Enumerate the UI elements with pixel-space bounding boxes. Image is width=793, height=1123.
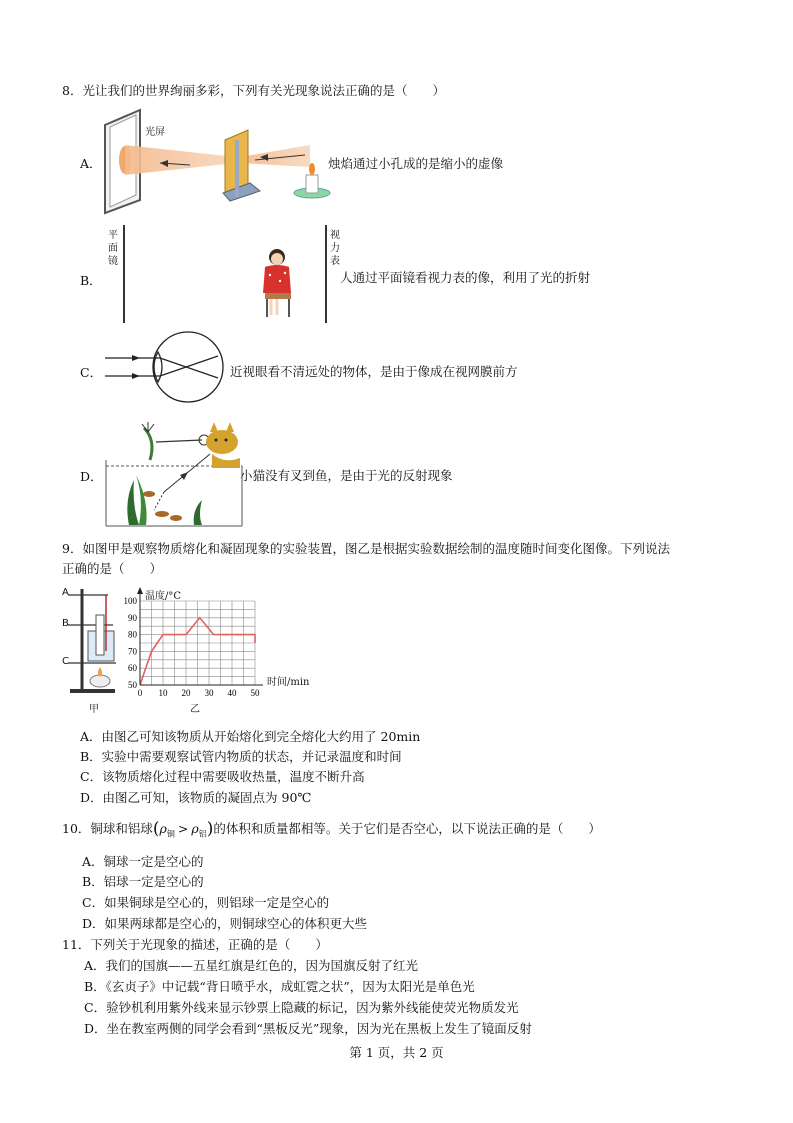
- q8-mirror-label-1: 平: [108, 230, 118, 241]
- q8-option-a-letter: A．: [80, 156, 102, 171]
- q8-mirror-label-2: 面: [108, 243, 118, 254]
- y-tick-label: 70: [128, 646, 137, 657]
- apparatus-label-a: A: [62, 587, 69, 598]
- eye-chart-line: [322, 225, 330, 325]
- y-tick-label: 90: [128, 612, 137, 623]
- q10-option-c: C．如果铜球是空心的，则铝球一定是空心的: [82, 895, 330, 910]
- q10-stem-post: 的体积和质量都相等。关于它们是否空心，以下说法正确的是（ ）: [213, 821, 601, 836]
- q10-formula: (: [152, 819, 160, 839]
- q8-option-c-letter: C．: [80, 365, 103, 380]
- q9-option-d: D．由图乙可知，该物质的凝固点为 90℃: [80, 790, 312, 805]
- q8-chart-label-3: 表: [330, 256, 340, 267]
- chart-ylabel: 温度/°C: [145, 591, 182, 602]
- q9-stem-line1: 9．如图甲是观察物质熔化和凝固现象的实验装置，图乙是根据实验数据绘制的温度随时间变化图像。下列说法: [62, 541, 670, 556]
- q8-option-a-text: 烛焰通过小孔成的是缩小的虚像: [328, 156, 504, 171]
- q11-option-b: B．《玄贞子》中记载“背日喷乎水，成虹霓之状”，因为太阳光是单色光: [84, 979, 475, 994]
- q10-option-b: B．铝球一定是空心的: [82, 874, 204, 889]
- x-tick-label: 30: [204, 688, 214, 698]
- q10-option-a: A．铜球一定是空心的: [82, 854, 204, 869]
- myopia-eye-figure: [100, 330, 230, 405]
- y-tick-label: 60: [128, 663, 137, 674]
- q8-option-b-text: 人通过平面镜看视力表的像，利用了光的折射: [340, 270, 591, 285]
- q9-option-a: A．由图乙可知该物质从开始熔化到完全熔化大约用了 20min: [80, 729, 421, 744]
- q11-option-c: C．验钞机利用紫外线来显示钞票上隐藏的标记，因为紫外线能使荧光物质发光: [84, 1000, 519, 1015]
- q8-chart-label-2: 力: [330, 243, 340, 254]
- pinhole-figure: [100, 105, 335, 210]
- cat-fishing-figure: [104, 420, 244, 528]
- q9-option-b: B．实验中需要观察试管内物质的状态，并记录温度和时间: [80, 749, 402, 764]
- x-tick-label: 0: [137, 688, 143, 698]
- q8-option-c-text: 近视眼看不清远处的物体，是由于像成在视网膜前方: [230, 364, 518, 379]
- q11-option-d: D．坐在教室两侧的同学会看到“黑板反光”现象，因为光在黑板上发生了镜面反射: [84, 1021, 532, 1036]
- girl-on-chair-figure: [255, 245, 305, 320]
- q8-chart-label-1: 视: [330, 230, 340, 241]
- chart-xlabel: 时间/min: [267, 677, 310, 688]
- q10-formula-close: ): [206, 819, 214, 839]
- q8-option-d-letter: D．: [80, 469, 103, 484]
- page-footer: 第 1 页，共 2 页: [349, 1045, 444, 1060]
- x-tick-label: 10: [158, 688, 168, 698]
- q10-stem: [62, 819, 601, 840]
- q11-option-a: A．我们的国旗——五星红旗是红色的，因为国旗反射了红光: [84, 958, 419, 973]
- y-tick-label: 100: [123, 596, 137, 606]
- rho-cu: ρ: [159, 821, 167, 836]
- y-tick-label: 80: [128, 629, 137, 640]
- q10-stem-pre: 10．铜球和铝球: [62, 821, 153, 836]
- q8-stem: 8．光让我们的世界绚丽多彩，下列有关光现象说法正确的是（ ）: [62, 83, 445, 98]
- q8-option-b-letter: B．: [80, 273, 102, 288]
- q11-stem: 11．下列关于光现象的描述，正确的是（ ）: [62, 937, 328, 952]
- x-tick-label: 20: [181, 688, 191, 698]
- plane-mirror-line: [120, 225, 128, 325]
- rho-al-subscript: 铝: [198, 829, 207, 839]
- x-tick-label: 40: [227, 688, 237, 698]
- fig2-caption: 乙: [190, 704, 200, 715]
- fig1-caption: 甲: [89, 704, 99, 715]
- rho-al: ρ: [191, 821, 199, 836]
- rho-cu-subscript: 铜: [166, 829, 175, 839]
- x-tick-label: 50: [250, 688, 260, 698]
- y-tick-label: 50: [128, 680, 137, 690]
- apparatus-label-c: C: [62, 656, 69, 667]
- q9-option-c: C．该物质熔化过程中需要吸收热量，温度不断升高: [80, 769, 365, 784]
- q8-option-d-text: 小猫没有叉到鱼，是由于光的反射现象: [240, 468, 453, 483]
- q8-mirror-label-3: 镜: [108, 256, 118, 267]
- greater-than-sign: >: [177, 821, 189, 836]
- q10-option-d: D．如果两球都是空心的，则铜球空心的体积更大些: [82, 916, 368, 931]
- q9-stem-line2: 正确的是（ ）: [62, 561, 163, 576]
- apparatus-label-b: B: [62, 618, 69, 629]
- q8-screen-label: 光屏: [145, 127, 165, 138]
